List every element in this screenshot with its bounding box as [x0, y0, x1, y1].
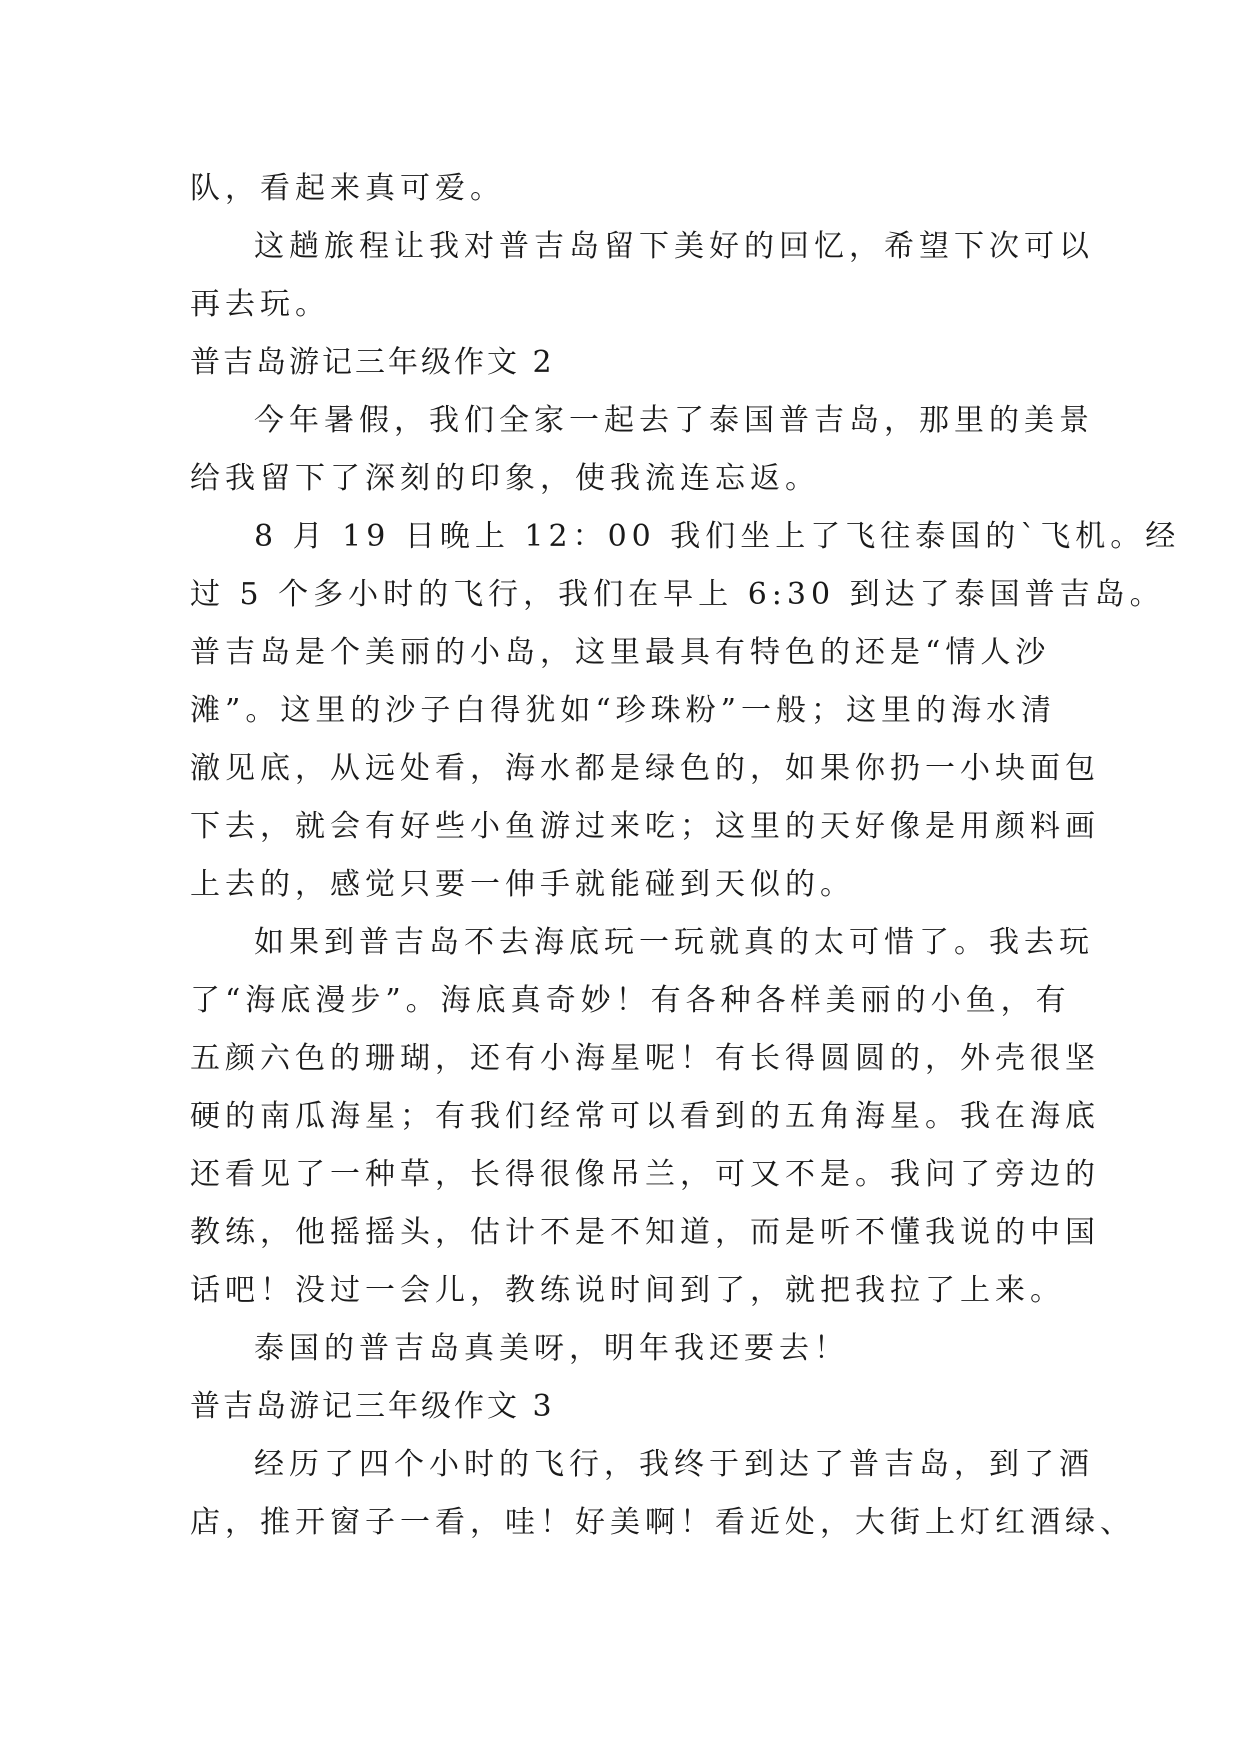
text-line: 再去玩。	[190, 287, 330, 322]
text-line: 这趟旅程让我对普吉岛留下美好的回忆，希望下次可以	[254, 229, 1094, 264]
text-line: 上去的，感觉只要一伸手就能碰到天似的。	[190, 867, 855, 902]
heading-text: 普吉岛游记三年级作文 2	[190, 345, 555, 380]
paragraph	[190, 218, 1094, 334]
text-line: 队，看起来真可爱。	[190, 171, 505, 206]
text-line: 硬的南瓜海星；有我们经常可以看到的五角海星。我在海底	[190, 1099, 1100, 1134]
paragraph	[190, 392, 1094, 508]
paragraph	[190, 914, 1100, 1320]
text-line: 话吧！没过一会儿，教练说时间到了，就把我拉了上来。	[190, 1273, 1065, 1308]
paragraph	[190, 1320, 1060, 1378]
paragraph	[190, 508, 1181, 914]
text-line: 经历了四个小时的飞行，我终于到达了普吉岛，到了酒	[254, 1447, 1094, 1482]
text-line: 泰国的普吉岛真美呀，明年我还要去！	[254, 1331, 849, 1366]
text-line: 了“海底漫步”。海底真奇妙！有各种各样美丽的小鱼，有	[190, 983, 1071, 1018]
heading-text: 普吉岛游记三年级作文 3	[190, 1389, 555, 1424]
paragraph	[190, 1436, 1135, 1552]
text-line: 如果到普吉岛不去海底玩一玩就真的太可惜了。我去玩	[254, 925, 1094, 960]
text-line: 五颜六色的珊瑚，还有小海星呢！有长得圆圆的，外壳很坚	[190, 1041, 1100, 1076]
document-body	[190, 160, 1181, 1552]
text-line: 下去，就会有好些小鱼游过来吃；这里的天好像是用颜料画	[190, 809, 1100, 844]
paragraph	[190, 160, 1060, 218]
text-line: 还看见了一种草，长得很像吊兰，可又不是。我问了旁边的	[190, 1157, 1100, 1192]
text-line: 8 月 19 日晚上 12：00 我们坐上了飞往泰国的`飞机。经	[254, 519, 1181, 554]
text-line: 今年暑假，我们全家一起去了泰国普吉岛，那里的美景	[254, 403, 1094, 438]
text-line: 给我留下了深刻的印象，使我流连忘返。	[190, 461, 820, 496]
text-line: 店，推开窗子一看，哇！好美啊！看近处，大街上灯红酒绿、	[190, 1505, 1135, 1540]
section-heading	[190, 1378, 1060, 1436]
text-line: 教练，他摇摇头，估计不是不知道，而是听不懂我说的中国	[190, 1215, 1100, 1250]
section-heading	[190, 334, 1060, 392]
text-line: 澈见底，从远处看，海水都是绿色的，如果你扔一小块面包	[190, 751, 1100, 786]
text-line: 普吉岛是个美丽的小岛，这里最具有特色的还是“情人沙	[190, 635, 1051, 670]
text-line: 滩”。这里的沙子白得犹如“珍珠粉”一般；这里的海水清	[190, 693, 1057, 728]
text-line: 过 5 个多小时的飞行，我们在早上 6:30 到达了泰国普吉岛。	[190, 577, 1165, 612]
